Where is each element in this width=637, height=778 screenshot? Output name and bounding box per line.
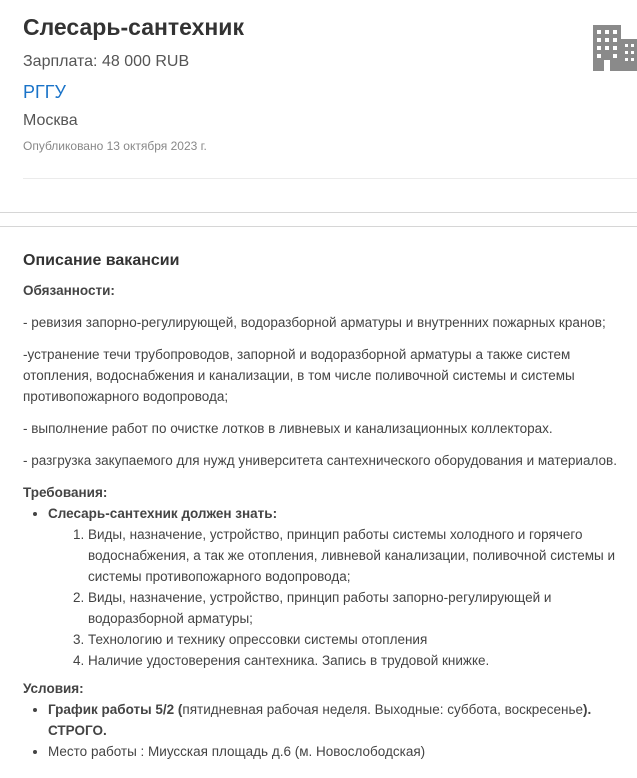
requirements-numbered-list xyxy=(48,524,637,671)
duty-item: - выполнение работ по очистке лотков в ливневых и канализационных коллекторах. xyxy=(23,421,553,436)
requirement-item: 3. Технологию и технику опрессовки системы отопления xyxy=(88,629,637,650)
section-divider-bottom xyxy=(0,226,637,227)
requirement-item: 2. Виды, назначение, устройство, принцип работы запорно-регулирующей и водоразборной арматуры; xyxy=(88,587,637,629)
vacancy-city: Москва xyxy=(23,112,78,129)
duty-item: - разгрузка закупаемого для нужд университета сантехнического оборудования и материалов. xyxy=(23,453,617,468)
must-know-label: Слесарь-сантехник должен знать: xyxy=(48,506,278,521)
published-date: Опубликовано 13 октября 2023 г. xyxy=(23,139,207,153)
building-icon xyxy=(588,25,637,71)
condition-item: • Место работы : Миусская площадь д.6 (м. Новослободская) xyxy=(48,741,637,762)
duties-heading: Обязанности: xyxy=(23,283,115,298)
requirement-item: 1. Виды, назначение, устройство, принцип работы системы холодного и горячего водоснабжения, а так же отопления, ливневой канализации, поливочной системы и системы противопожарного водопровода; xyxy=(88,524,637,587)
requirement-item: 4. Наличие удостоверения сантехника. Запись в трудовой книжке. xyxy=(88,650,637,671)
schedule-text: пятидневная рабочая неделя. Выходные: суббота, воскресенье xyxy=(182,702,584,717)
header-divider xyxy=(23,178,637,179)
duty-item: - ревизия запорно-регулирующей, водоразборной арматуры и внутренних пожарных кранов; xyxy=(23,315,606,330)
schedule-tail: ). СТРОГО. xyxy=(48,702,592,738)
schedule-label: График работы 5/2 ( xyxy=(48,702,183,717)
requirements-list xyxy=(23,503,637,671)
requirements-heading: Требования: xyxy=(23,485,108,500)
condition-item xyxy=(48,699,637,741)
conditions-heading: Условия: xyxy=(23,681,84,696)
description-heading: Описание вакансии xyxy=(23,252,180,269)
vacancy-description xyxy=(23,250,637,762)
employer-link[interactable]: РГГУ xyxy=(23,82,66,102)
vacancy-salary: Зарплата: 48 000 RUB xyxy=(23,53,190,70)
section-divider-top xyxy=(0,212,637,213)
requirements-list-item xyxy=(48,503,637,671)
duty-item: -устранение течи трубопроводов, запорной и водоразборной арматуры а также систем отопления, водоснабжения и канализации, в том числе поливочной системы и системы противопожарного водопровода; xyxy=(23,347,575,404)
vacancy-header xyxy=(0,0,637,213)
vacancy-title: Слесарь-сантехник xyxy=(23,14,244,40)
conditions-list xyxy=(23,699,637,762)
